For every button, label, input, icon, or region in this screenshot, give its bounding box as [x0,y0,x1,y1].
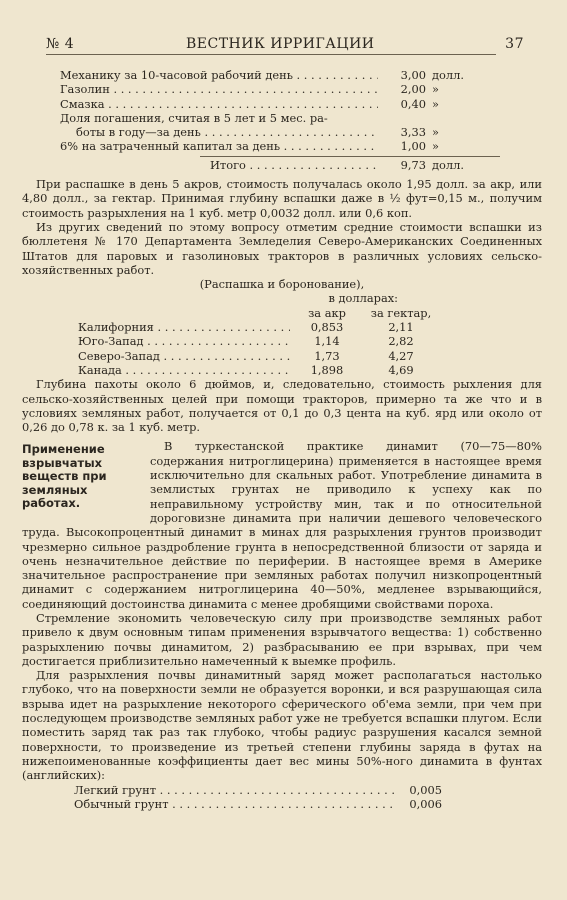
cost-label: 6% на затраченный капитал за день . . . [60,139,378,153]
cost-unit: » [432,82,439,97]
total-row [60,158,478,172]
cost-row [60,111,478,125]
issue-number: № 4 [46,36,75,52]
region-acre: 1,14 [314,334,340,349]
total-label: Итого . . . [210,158,378,172]
total-unit: долл. [432,157,464,172]
region-name: Юго-Запад . . . [78,334,290,348]
regions-unit-caption: в долларах: [328,291,398,306]
cost-unit: » [432,125,439,140]
col-hectare: за гектар, [370,305,432,320]
cost-value: 2,00 [400,82,426,97]
soil-row [74,797,442,811]
soil-name: Обычный грунт . . . [74,797,394,811]
region-name: Канада . . . [78,363,290,377]
col-acre: за акр [308,305,346,320]
soil-value: 0,005 [409,782,442,797]
cost-row [60,139,478,153]
paragraph: Из других сведений по этому вопросу отметим средние стоимости вспашки из бюллетеня № 170 Департамента Земледелия Северо-Американских Соединенных Штатов для паровых и газолиновых тракторов в различных условиях сельско-хозяйственных работ. [22,219,542,277]
page-number: 37 [505,36,524,52]
journal-title: ВЕСТНИК ИРРИГАЦИИ [186,36,375,52]
region-row [78,334,438,348]
cost-row [60,82,478,96]
region-name: Северо-Запад . . . [78,349,290,363]
cost-value: 3,33 [400,125,426,140]
cost-value: 1,00 [400,139,426,154]
cost-label: боты в году—за день . . . [60,125,378,139]
region-row [78,320,438,334]
soil-row [74,783,442,797]
region-hectare: 4,69 [388,362,414,377]
region-hectare: 4,27 [388,348,414,363]
region-hectare: 2,11 [388,320,414,335]
region-hectare: 2,82 [388,334,414,349]
page-header [46,36,524,55]
region-row [78,363,438,377]
region-acre: 0,853 [310,320,344,335]
cost-label: Доля погашения, считая в 5 лет и 5 мес. ра- [60,110,328,125]
soil-coefficients [74,783,442,812]
cost-row [60,68,478,82]
paragraph: При распашке в день 5 акров, стоимость получалась около 1,95 долл. за акр, или 4,80 долл., за гектар. Принимая глубину вспашки даже в ½ фут=0,15 м., получим стоимость разрыхления на 1 куб. метр 0,0032 долл. или 0,6 коп. [22,177,542,220]
cost-unit: долл. [432,68,464,82]
cost-table [60,68,478,172]
paragraph: Стремление экономить человеческую силу при производстве земляных работ привело к двум основным типам применения взрывчатого вещества: 1) собственно разрыхлению почвы динамитом, 2) разбрасыванию ее при взрывах, при чем достигается приблизительно намеченный к выемке профиль. [22,610,542,668]
cost-value: 3,00 [400,68,426,82]
cost-label: Смазка . . . [60,97,378,111]
section-side-title: Применение взрывчатых веществ при земляных работах. [22,442,107,511]
region-acre: 1,898 [310,362,344,377]
region-row [78,349,438,363]
regions-caption: (Распашка и боронование), [199,277,365,292]
soil-value: 0,006 [409,796,442,811]
region-acre: 1,73 [314,348,340,363]
explosives-section [22,439,542,611]
total-divider [200,156,500,157]
cost-row [60,97,478,111]
cost-unit: » [432,139,439,154]
paragraph: Глубина пахоты около 6 дюймов, и, следовательно, стоимость рыхления для сельско-хозяйственных целей при помощи тракторов, примерно та же что и в условиях земляных работ, получается от 0,1 до 0,3 цента на куб. ярд или около от 0,26 до 0,78 к. за 1 куб. метр. [22,377,542,435]
paragraph: Для разрыхления почвы динамитный заряд может располагаться настолько глубоко, что на поверхности земли не образуется воронки, и вся разрушающая сила взрыва идет на разрыхление некоторого сферического об'ема земли, при чем при последующем производстве земляных работ уже не требуется вспашки плугом. Если поместить заряд так раз так глубоко, чтобы радиус разрушения касался земной поверхности, то произведение из третьей степени глубины заряда в футах на нижепоименованные коэффициенты дает вес мины 50%-ного динамита в фунтах (английских): [22,668,542,783]
cost-label: Механику за 10-часовой рабочий день . . . [60,68,378,82]
cost-value: 0,40 [400,96,426,111]
cost-label: Газолин . . . [60,82,378,96]
regions-table [78,291,438,377]
cost-unit: » [432,96,439,111]
soil-name: Легкий грунт . . . [74,783,394,797]
paragraph: В туркестанской практике динамит (70—75—80% содержания нитроглицерина) применяется в настоящее время исключительно для скальных работ. Употребление динамита в землистых грунтах не приводило к успеху как по неправильному устройству мин, так и по относительной дороговизне динамита при наличии дешевого человеческого труда. Высокопроцентный динамит в минах для разрыхления грунтов производит чрезмерно сильное раздробление грунта в непосредственной близости от заряда и очень незначительное действие по периферии. В настоящее время в Америке значительное распространение при земляных работах получил низкопроцентный динамит с содержанием нитроглицерина 40—50%, медленее взрывающийся, соединяющий достоинства динамита с менее дробящими свойствами пороха. [22,439,542,611]
cost-row [60,125,478,139]
total-value: 9,73 [400,157,426,172]
article-body [22,68,542,811]
regions-header [78,306,438,320]
region-name: Калифорния . . . [78,320,290,334]
